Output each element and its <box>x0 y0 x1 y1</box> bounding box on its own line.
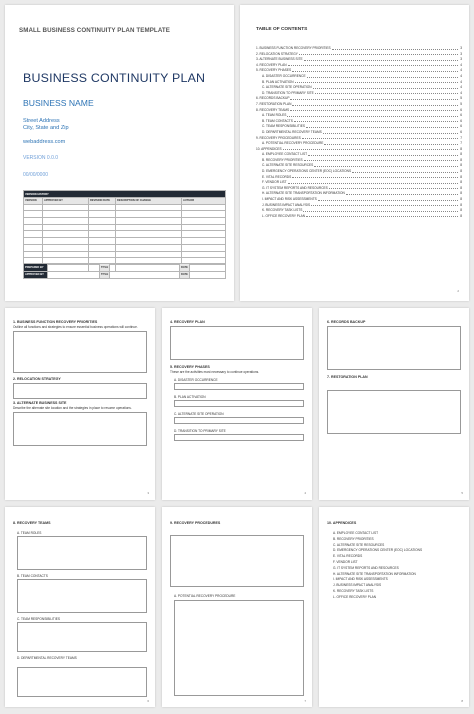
toc-leader <box>314 166 458 167</box>
toc-leader <box>287 116 458 117</box>
table-row[interactable] <box>24 251 226 258</box>
section-text: Describe the alternate site location and the strategies in place to resume operations. <box>13 406 132 410</box>
toc-leader <box>315 93 458 94</box>
date-label: DATE <box>180 264 190 272</box>
toc-item-page: 4 <box>460 73 462 78</box>
toc-item-page: 8 <box>460 157 462 162</box>
version-number: VERSION 0.0.0 <box>23 155 59 161</box>
title-label: TITLE <box>100 264 110 272</box>
toc-item-label: I. IMPACT AND RISK ASSESSMENTS <box>262 197 317 202</box>
text-box[interactable] <box>13 383 147 399</box>
page-number: 5 <box>461 491 463 495</box>
toc-leader <box>332 49 458 50</box>
toc-item-label: B. TEAM CONTACTS <box>262 118 293 123</box>
toc-item-label: 1. BUSINESS FUNCTION RECOVERY PRIORITIES <box>256 46 331 50</box>
signature-table <box>23 263 226 279</box>
text-box[interactable] <box>174 417 304 424</box>
plan-title: BUSINESS CONTINUITY PLAN <box>23 71 206 85</box>
section-heading: 5. RECOVERY PHASES <box>170 365 210 369</box>
page-number: 7 <box>304 699 306 703</box>
toc-page <box>240 5 469 301</box>
approved-date-field[interactable] <box>190 271 226 279</box>
toc-item-label: A. EMPLOYEE CONTACT LIST <box>262 152 308 157</box>
toc-item-label: K. RECOVERY TASK LISTS <box>262 208 303 213</box>
text-box[interactable] <box>13 412 147 446</box>
toc-leader <box>306 216 458 217</box>
table-row[interactable] <box>24 238 226 245</box>
toc-item-page: 6 <box>460 124 462 129</box>
page-number: 8 <box>461 699 463 703</box>
prepared-by-field[interactable] <box>48 264 100 272</box>
toc-item-page: 8 <box>460 180 462 185</box>
toc-leader <box>324 144 458 145</box>
toc-item-page: 8 <box>460 185 462 190</box>
toc-item-page: 8 <box>460 174 462 179</box>
appendix-item: D. EMERGENCY OPERATIONS CENTER (EOC) LOCATIONS <box>333 548 423 553</box>
toc-leader <box>352 172 458 173</box>
table-row[interactable] <box>24 231 226 238</box>
toc-item-label: D. EMERGENCY OPERATIONS CENTER (EOC) LOCATIONS <box>262 169 352 174</box>
address-line2: City, State and Zip <box>23 125 69 131</box>
toc-leader <box>313 88 458 89</box>
col-description: DESCRIPTION OF CHANGE <box>116 198 182 205</box>
toc-leader <box>307 77 458 78</box>
appendix-item: E. VITAL RECORDS <box>333 554 363 559</box>
page-7 <box>162 507 312 707</box>
toc-item-page: 8 <box>460 152 462 157</box>
toc-item-label: C. ALTERNATE SITE RESOURCES <box>262 163 314 168</box>
toc-item-page: 8 <box>460 191 462 196</box>
table-row[interactable] <box>24 211 226 218</box>
toc-leader <box>303 211 458 212</box>
text-box[interactable] <box>13 331 147 373</box>
col-version: VERSION <box>24 198 43 205</box>
toc-item-label: A. DISASTER OCCURRENCE <box>262 73 306 78</box>
table-row[interactable] <box>24 224 226 231</box>
appendix-item: L. OFFICE RECOVERY PLAN <box>333 594 377 599</box>
section-heading: 4. RECOVERY PLAN <box>170 320 205 324</box>
section-heading: 6. RECORDS BACKUP <box>327 320 366 324</box>
section-heading: 3. ALTERNATE BUSINESS SITE <box>13 401 67 405</box>
version-history-title: VERSION HISTORY <box>24 191 226 198</box>
page-number: 6 <box>147 699 149 703</box>
toc-item-page: 7 <box>460 141 462 146</box>
toc-item-page: 4 <box>460 62 462 67</box>
web-address: webaddress.com <box>23 139 66 145</box>
toc-item-label: D. TRANSITION TO PRIMARY SITE <box>262 90 314 95</box>
toc-leader <box>308 155 458 156</box>
table-row[interactable] <box>24 204 226 211</box>
toc-item-label: 4. RECOVERY PLAN <box>256 62 287 67</box>
appendix-item: K. RECOVERY TASK LISTS <box>333 588 374 593</box>
toc-item-label: J. BUSINESS IMPACT ANALYSIS <box>262 202 311 207</box>
address-line1: Street Address <box>23 118 60 124</box>
section-heading: 2. RELOCATION STRATEGY <box>13 377 61 381</box>
toc-item-page: 8 <box>460 197 462 202</box>
page-6 <box>5 507 155 707</box>
table-row[interactable] <box>24 244 226 251</box>
address <box>23 118 69 132</box>
toc-title: TABLE OF CONTENTS <box>256 27 308 32</box>
toc-item-label: C. ALTERNATE SITE OPERATION <box>262 85 312 90</box>
toc-item-page: 4 <box>460 68 462 73</box>
appendix-item: G. IT SYSTEM REPORTS AND RESOURCES <box>333 565 399 570</box>
subsection-heading: A. POTENTIAL RECOVERY PROCEDURE <box>174 594 236 598</box>
page-number: 4 <box>304 491 306 495</box>
toc-leader <box>292 105 458 106</box>
toc-leader <box>288 65 458 66</box>
toc-item-label: 6. RECORDS BACKUP <box>256 96 290 101</box>
section-heading: 1. BUSINESS FUNCTION RECOVERY PRIORITIES <box>13 320 98 324</box>
toc-item-label: 9. RECOVERY PROCEDURES <box>256 135 301 140</box>
toc-item-page: 4 <box>460 85 462 90</box>
toc-leader <box>299 54 458 55</box>
toc-leader <box>292 177 458 178</box>
toc-item-page: 4 <box>460 90 462 95</box>
toc-item-label: B. RECOVERY PRIORITIES <box>262 157 303 162</box>
toc-leader <box>290 99 458 100</box>
toc-item-label: H. ALTERNATE SITE TRANSPORTATION INFORMATION <box>262 191 345 196</box>
prepared-date-field[interactable] <box>190 264 226 272</box>
appendix-list <box>333 531 461 601</box>
text-box[interactable] <box>174 383 304 390</box>
date-label: DATE <box>180 271 190 279</box>
page-3 <box>5 308 155 500</box>
toc-leader <box>329 188 458 189</box>
toc-item-label: 10. APPENDICES <box>256 146 282 151</box>
page-8 <box>319 507 469 707</box>
subsection-heading: B. PLAN ACTIVATION <box>174 395 206 399</box>
toc-leader <box>302 138 458 139</box>
toc-leader <box>306 127 458 128</box>
toc-item-label: 7. RESTORATION PLAN <box>256 101 292 106</box>
toc-item-label: 3. ALTERNATE BUSINESS SITE <box>256 57 303 62</box>
toc-item-label: D. DEPARTMENTAL RECOVERY TEAMS <box>262 129 322 134</box>
table-row[interactable] <box>24 218 226 225</box>
toc-item-label: 8. RECOVERY TEAMS <box>256 107 290 112</box>
toc-item-page: 8 <box>460 202 462 207</box>
cover-date: 00/00/0000 <box>23 172 49 178</box>
toc-item-page: 6 <box>460 107 462 112</box>
toc-item-page: 5 <box>460 101 462 106</box>
appendix-item: I. IMPACT AND RISK ASSESSMENTS <box>333 577 388 582</box>
toc-leader <box>346 194 458 195</box>
appendix-item: H. ALTERNATE SITE TRANSPORTATION INFORMATION <box>333 571 416 576</box>
business-name: BUSINESS NAME <box>23 98 94 108</box>
text-box[interactable] <box>17 622 147 652</box>
section-heading: 9. RECOVERY PROCEDURES <box>170 521 221 525</box>
toc-item-page: 8 <box>460 146 462 151</box>
toc-leader <box>311 205 458 206</box>
toc-leader <box>283 149 458 150</box>
template-label: SMALL BUSINESS CONTINUITY PLAN TEMPLATE <box>19 27 171 34</box>
toc-item-page: 4 <box>460 79 462 84</box>
appendix-item: F. VENDOR LIST <box>333 559 358 564</box>
section-text: Outline all functions and strategies to ensure essential business operations will continue. <box>13 325 138 329</box>
toc-item-page: 7 <box>460 135 462 140</box>
toc-leader <box>304 60 458 61</box>
toc-item-label: G. IT SYSTEM REPORTS AND RESOURCES <box>262 185 328 190</box>
toc-leader <box>318 200 458 201</box>
approved-by-label: APPROVED BY <box>24 271 48 279</box>
text-box[interactable] <box>170 535 304 587</box>
page-5 <box>319 308 469 500</box>
section-heading: 7. RESTORATION PLAN <box>327 375 368 379</box>
appendix-item: J. BUSINESS IMPACT ANALYSIS <box>333 583 382 588</box>
toc-leader <box>288 183 458 184</box>
section-heading: 10. APPENDICES <box>327 521 357 525</box>
toc-item-label: 5. RECOVERY PHASES <box>256 68 292 73</box>
col-approved-by: APPROVED BY <box>43 198 89 205</box>
subsection-heading: C. TEAM RESPONSIBILITIES <box>17 617 60 621</box>
toc-item-label: A. POTENTIAL RECOVERY PROCEDURE <box>262 141 324 146</box>
toc-item-page: 6 <box>460 129 462 134</box>
text-box[interactable] <box>174 600 304 696</box>
text-box[interactable] <box>174 400 304 407</box>
prepared-by-label: PREPARED BY <box>24 264 48 272</box>
page-4 <box>162 308 312 500</box>
prepared-title-field[interactable] <box>110 264 180 272</box>
toc-item-label: F. VENDOR LIST <box>262 180 287 185</box>
appendix-item: B. RECOVERY PRIORITIES <box>333 536 374 541</box>
subsection-heading: A. DISASTER OCCURRENCE <box>174 378 218 382</box>
toc-leader <box>292 71 458 72</box>
text-box[interactable] <box>17 536 147 570</box>
toc-item-page: 6 <box>460 113 462 118</box>
subsection-heading: D. DEPARTMENTAL RECOVERY TEAMS <box>17 656 77 660</box>
toc-item-label: B. PLAN ACTIVATION <box>262 79 294 84</box>
section-text: These are the activities most necessary to continue operations. <box>170 370 260 374</box>
text-box[interactable] <box>174 434 304 441</box>
toc-item-page: 8 <box>460 208 462 213</box>
col-revision-date: REVISION DATE <box>89 198 116 205</box>
text-box[interactable] <box>17 667 147 697</box>
text-box[interactable] <box>170 326 304 360</box>
version-history-table <box>23 190 226 272</box>
toc-item-page: 8 <box>460 169 462 174</box>
section-heading: 8. RECOVERY TEAMS <box>13 521 51 525</box>
toc-leader <box>323 133 458 134</box>
appendix-item: A. EMPLOYEE CONTACT LIST <box>333 531 379 535</box>
subsection-heading: A. TEAM ROLES <box>17 531 42 535</box>
text-box[interactable] <box>327 326 461 370</box>
text-box[interactable] <box>17 579 147 613</box>
toc-item-page: 6 <box>460 118 462 123</box>
page-number: 3 <box>147 491 149 495</box>
col-author: AUTHOR <box>182 198 226 205</box>
toc-item-page: 3 <box>460 51 462 56</box>
page-number: 2 <box>457 289 459 293</box>
appendix-item: C. ALTERNATE SITE RESOURCES <box>333 542 385 547</box>
toc-leader <box>294 121 458 122</box>
subsection-heading: B. TEAM CONTACTS <box>17 574 48 578</box>
text-box[interactable] <box>327 390 461 434</box>
toc-leader <box>290 110 458 111</box>
approved-by-field[interactable] <box>48 271 100 279</box>
toc-item-label: 2. RELOCATION STRATEGY <box>256 51 298 56</box>
toc-item-label: E. VITAL RECORDS <box>262 174 292 179</box>
toc-item-page: 5 <box>460 96 462 101</box>
toc-item[interactable] <box>256 213 462 219</box>
toc-item-label: L. OFFICE RECOVERY PLAN <box>262 213 306 218</box>
toc-leader <box>295 82 458 83</box>
subsection-heading: D. TRANSITION TO PRIMARY SITE <box>174 429 226 433</box>
toc-leader <box>304 160 458 161</box>
toc-list <box>256 45 462 218</box>
toc-item-page: 8 <box>460 213 462 218</box>
cover-page <box>5 5 234 301</box>
toc-item-page: 3 <box>460 46 462 50</box>
toc-item-page: 8 <box>460 163 462 168</box>
subsection-heading: C. ALTERNATE SITE OPERATION <box>174 412 224 416</box>
toc-item-page: 3 <box>460 57 462 62</box>
approved-title-field[interactable] <box>110 271 180 279</box>
toc-item-label: A. TEAM ROLES <box>262 113 287 118</box>
title-label: TITLE <box>100 271 110 279</box>
toc-item-label: C. TEAM RESPONSIBILITIES <box>262 124 305 129</box>
